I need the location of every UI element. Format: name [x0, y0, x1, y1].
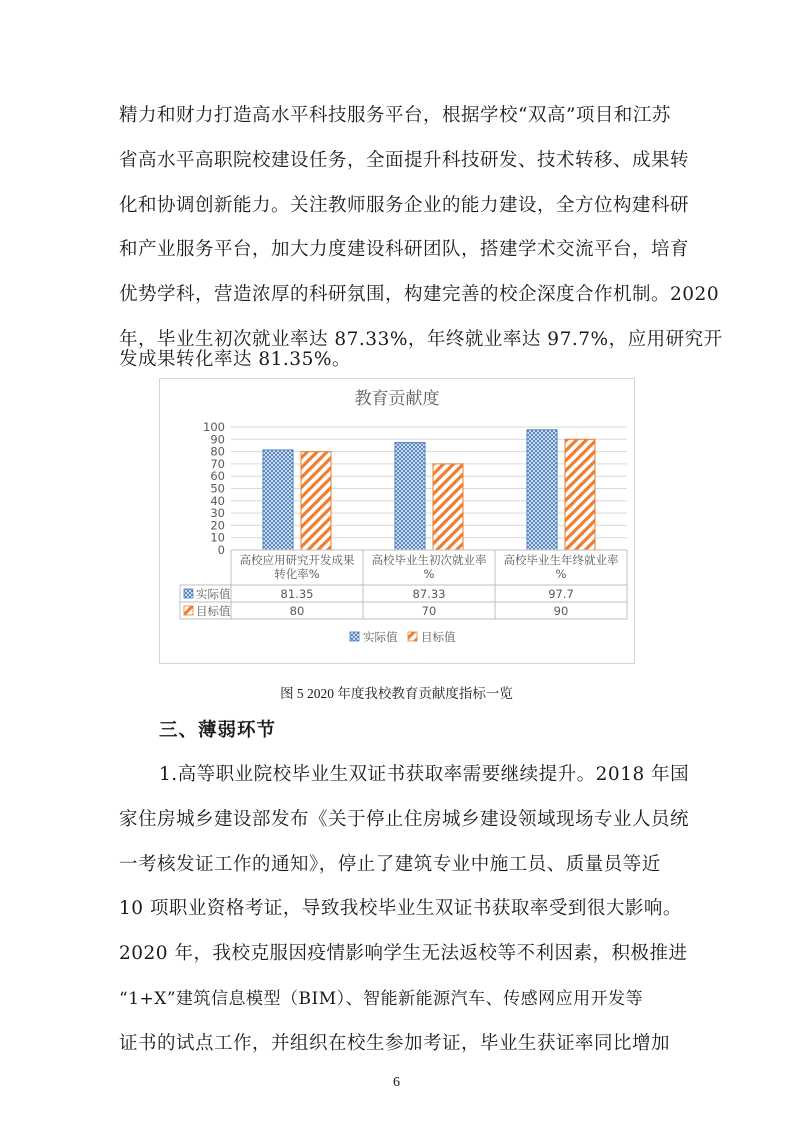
category-label: 高校毕业生年终就业率	[503, 553, 619, 567]
bar-实际值	[263, 450, 293, 550]
bar-实际值	[527, 430, 557, 550]
data-label: 70	[421, 604, 437, 618]
paragraph-line: 省高水平高职院校建设任务，全面提升科技研发、技术转移、成果转	[119, 150, 690, 171]
paragraph-line: 优势学科，营造浓厚的科研氛围，构建完善的校企深度合作机制。2020	[119, 284, 720, 305]
category-label: 高校应用研究开发成果	[239, 553, 355, 567]
legend-label: 目标值	[421, 630, 456, 644]
bar-目标值	[565, 439, 595, 550]
y-tick-label: 40	[210, 493, 225, 508]
paragraph-line: 证书的试点工作，并组织在校生参加考证，毕业生获证率同比增加	[119, 1033, 671, 1054]
chart-bars	[263, 430, 595, 550]
chart-data-table	[180, 550, 627, 619]
bar-目标值	[433, 464, 463, 550]
y-tick-label: 80	[210, 444, 225, 459]
series-label: 实际值	[196, 587, 231, 601]
paragraph-line: 2020 年，我校克服因疫情影响学生无法返校等不利因素，积极推进	[119, 943, 688, 964]
chart-title: 教育贡献度	[354, 389, 440, 409]
data-label: 87.33	[412, 587, 446, 601]
education-contribution-chart	[159, 378, 635, 664]
chart-legend	[350, 630, 456, 644]
data-label: 90	[553, 604, 569, 618]
data-label: 81.35	[280, 587, 314, 601]
y-axis-ticks	[203, 420, 225, 557]
y-tick-label: 60	[210, 469, 225, 484]
bar-实际值	[395, 443, 425, 550]
category-label: 转化率%	[274, 567, 320, 581]
category-label: %	[423, 567, 435, 581]
legend-swatch	[408, 632, 417, 641]
paragraph-line: 和产业服务平台，加大力度建设科研团队，搭建学术交流平台，培育	[119, 239, 690, 260]
data-label: 80	[289, 604, 305, 618]
legend-label: 实际值	[363, 630, 398, 644]
paragraph-line: 家住房城乡建设部发布《关于停止住房城乡建设领域现场专业人员统	[119, 809, 690, 830]
y-tick-label: 50	[210, 481, 225, 496]
series-label: 目标值	[196, 604, 231, 618]
paragraph-line: 一考核发证工作的通知》，停止了建筑专业中施工员、质量员等近	[119, 854, 661, 875]
section-heading: 三、薄弱环节	[159, 720, 277, 741]
figure-caption: 图 5 2020 年度我校教育贡献度指标一览	[280, 686, 513, 701]
paragraph-line: 10 项职业资格考证，导致我校毕业生双证书获取率受到很大影响。	[119, 898, 682, 919]
page-number: 6	[393, 1075, 400, 1090]
y-tick-label: 90	[210, 432, 225, 447]
paragraph-line: “1+X”建筑信息模型（BIM）、智能新能源汽车、传感网应用开发等	[119, 989, 644, 1009]
y-tick-label: 30	[210, 506, 225, 521]
paragraph-line: 年，毕业生初次就业率达 87.33%，年终就业率达 97.7%，应用研究开	[119, 329, 723, 350]
legend-swatch	[350, 632, 359, 641]
data-label: 97.7	[548, 587, 574, 601]
y-tick-label: 70	[210, 456, 225, 471]
paragraph-line: 发成果转化率达 81.35%。	[119, 349, 351, 370]
category-label: 高校毕业生初次就业率	[371, 553, 487, 567]
bar-目标值	[301, 452, 331, 550]
legend-key-实际值	[184, 589, 193, 598]
paragraph-line: 化和协调创新能力。关注教师服务企业的能力建设，全方位构建科研	[119, 195, 690, 216]
y-tick-label: 20	[210, 518, 225, 533]
y-tick-label: 10	[210, 530, 225, 545]
paragraph-line: 精力和财力打造高水平科技服务平台，根据学校“双高”项目和江苏	[119, 105, 671, 126]
y-tick-label: 0	[217, 543, 225, 557]
paragraph-line: 1.高等职业院校毕业生双证书获取率需要继续提升。2018 年国	[159, 764, 690, 785]
category-label: %	[555, 567, 567, 581]
chart-canvas	[160, 379, 634, 663]
y-tick-label: 100	[203, 420, 225, 434]
legend-key-目标值	[184, 606, 193, 615]
